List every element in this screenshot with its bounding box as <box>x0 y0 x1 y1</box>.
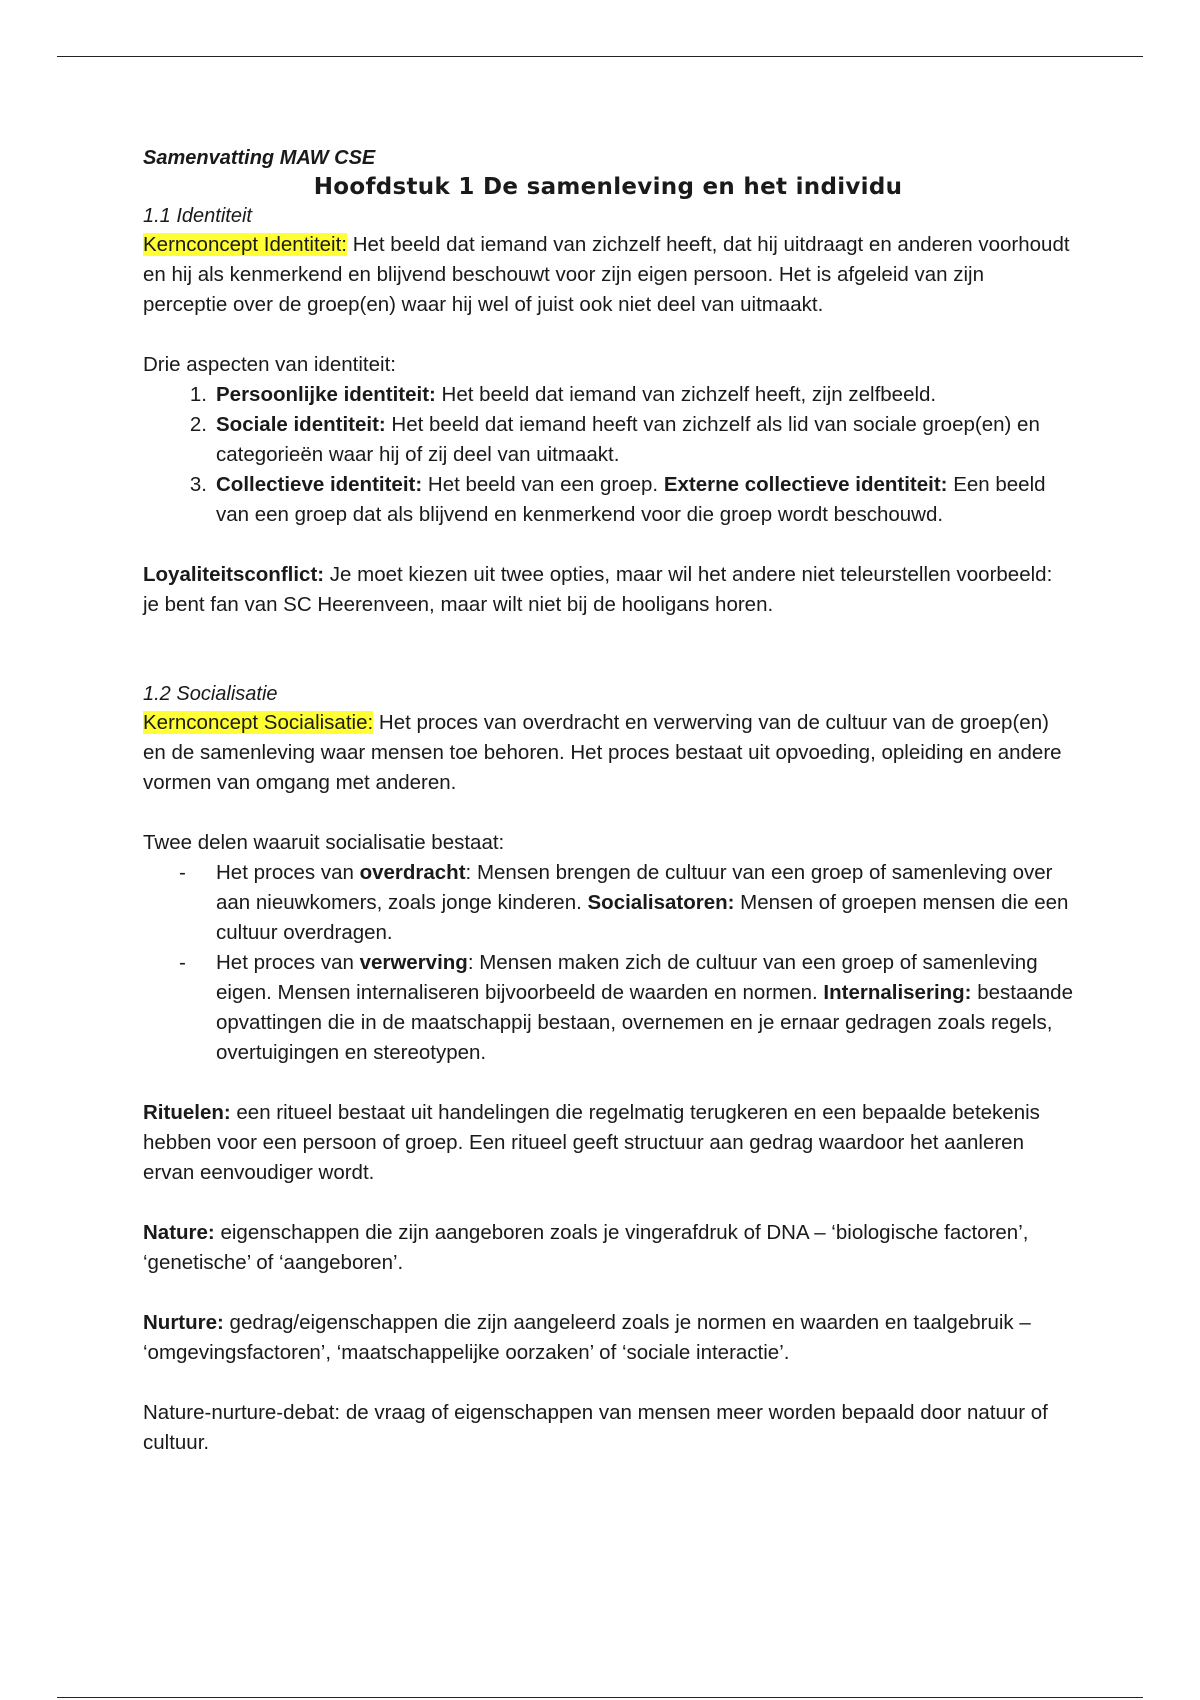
text: Het proces van <box>216 951 360 974</box>
text: Het proces van <box>216 861 360 884</box>
parts-list <box>143 858 1073 1068</box>
list-item <box>143 858 1073 948</box>
term: Externe collectieve identiteit: <box>663 473 948 496</box>
text: bestaande opvattingen die in de maatschappij bestaan, overnemen en je ernaar gedragen zoals regels, overtuigingen en stereotypen. <box>216 981 1073 1064</box>
nurture-paragraph <box>143 1308 1073 1368</box>
term: Loyaliteitsconflict: <box>143 563 325 586</box>
list-item <box>143 410 1073 470</box>
kernconcept-identity-label: Kernconcept Identiteit: <box>143 233 347 256</box>
definition: Het beeld van een groep. <box>422 473 664 496</box>
parts-intro: Twee delen waaruit socialisatie bestaat: <box>143 831 505 854</box>
list-item <box>143 470 1073 530</box>
definition: Het beeld dat iemand heeft van zichzelf als lid van sociale groep(en) en categorieën waar hij of zij deel van uitmaakt. <box>216 413 1040 466</box>
text: : Mensen brengen de cultuur van een groep of samenleving over aan nieuwkomers, zoals jonge kinderen. <box>216 861 1053 914</box>
kernconcept-socialisation-label: Kernconcept Socialisatie: <box>143 711 374 734</box>
term: Persoonlijke identiteit: <box>216 383 436 406</box>
definition: eigenschappen die zijn aangeboren zoals je vingerafdruk of DNA – ‘biologische factoren’, ‘genetische’ of ‘aangeboren’. <box>143 1221 1029 1274</box>
list-number: 2. <box>189 413 207 436</box>
kernconcept-socialisation-text: Het proces van overdracht en verwerving van de cultuur van de groep(en) en de samenleving waar mensen toe behoren. Het proces bestaat uit opvoeding, opleiding en andere vormen van omgang met anderen. <box>143 711 1062 794</box>
text: : Mensen maken zich de cultuur van een groep of samenleving eigen. Mensen internaliseren bijvoorbeeld de waarden en normen. <box>216 951 1038 1004</box>
list-item <box>143 380 1073 410</box>
section-heading-identity: 1.1 Identiteit <box>143 205 252 227</box>
term: overdracht <box>359 861 466 884</box>
list-bullet: - <box>179 951 186 974</box>
list-bullet: - <box>179 861 186 884</box>
footer-rule <box>57 1697 1143 1698</box>
definition: gedrag/eigenschappen die zijn aangeleerd zoals je normen en waarden en taalgebruik – ‘omgevingsfactoren’, ‘maatschappelijke oorzaken’ of ‘sociale interactie’. <box>143 1311 1031 1364</box>
text: Mensen of groepen mensen die een cultuur overdragen. <box>216 891 1069 944</box>
aspects-intro: Drie aspecten van identiteit: <box>143 353 396 376</box>
list-number: 3. <box>189 473 207 496</box>
term: Internalisering: <box>823 981 972 1004</box>
section-heading-socialisation: 1.2 Socialisatie <box>143 683 278 705</box>
term: Nature: <box>143 1221 215 1244</box>
definition: Het beeld dat iemand van zichzelf heeft, zijn zelfbeeld. <box>435 383 937 406</box>
loyalty-conflict-paragraph <box>143 560 1073 620</box>
term: Sociale identiteit: <box>216 413 386 436</box>
term: Collectieve identiteit: <box>216 473 423 496</box>
header-rule <box>57 56 1143 57</box>
nature-paragraph <box>143 1218 1073 1278</box>
definition: Een beeld van een groep dat als blijvend en kenmerkend voor die groep wordt beschouwd. <box>216 473 1046 526</box>
term: verwerving <box>359 951 468 974</box>
nature-nurture-debate-paragraph: Nature-nurture-debat: de vraag of eigenschappen van mensen meer worden bepaald door natuur of cultuur. <box>143 1401 1048 1454</box>
aspects-list <box>143 380 1073 530</box>
definition: een ritueel bestaat uit handelingen die regelmatig terugkeren en een bepaalde betekenis hebben voor een persoon of groep. Een ritueel geeft structuur aan gedrag waardoor het aanleren ervan eenvoudiger wordt. <box>143 1101 1040 1184</box>
kernconcept-identity-paragraph <box>143 230 1073 320</box>
term: Nurture: <box>143 1311 224 1334</box>
kernconcept-socialisation-paragraph <box>143 708 1073 798</box>
term: Socialisatoren: <box>587 891 735 914</box>
chapter-title: Hoofdstuk 1 De samenleving en het individu <box>313 174 903 200</box>
definition: Je moet kiezen uit twee opties, maar wil het andere niet teleurstellen voorbeeld: je bent fan van SC Heerenveen, maar wilt niet bij de hooligans horen. <box>143 563 1053 616</box>
list-item <box>143 948 1073 1068</box>
rituals-paragraph <box>143 1098 1073 1188</box>
document-page <box>143 144 1073 1458</box>
kernconcept-identity-text: Het beeld dat iemand van zichzelf heeft, dat hij uitdraagt en anderen voorhoudt en hij als kenmerkend en blijvend beschouwt voor zijn eigen persoon. Het is afgeleid van zijn perceptie over de groep(en) waar hij wel of juist ook niet deel van uitmaakt. <box>143 233 1070 316</box>
list-number: 1. <box>189 383 207 406</box>
document-label: Samenvatting MAW CSE <box>143 147 376 169</box>
term: Rituelen: <box>143 1101 231 1124</box>
